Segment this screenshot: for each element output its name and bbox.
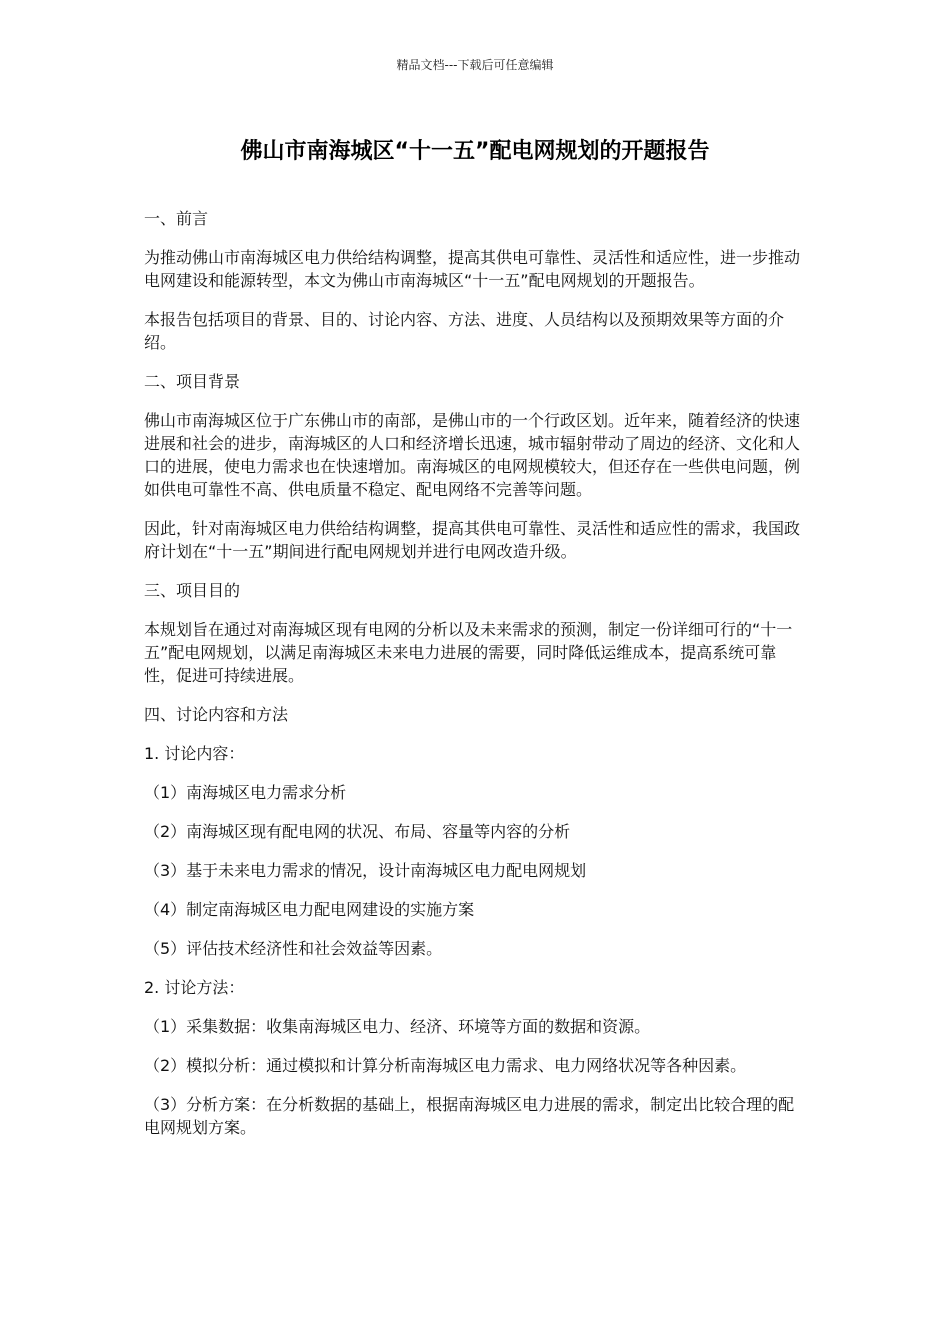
paragraph-preface-1: 为推动佛山市南海城区电力供给结构调整，提高其供电可靠性、灵活性和适应性，进一步推动电网建设和能源转型，本文为佛山市南海城区“十一五”配电网规划的开题报告。 [144, 248, 801, 290]
list-item-content-3: （3）基于未来电力需求的情况，设计南海城区电力配电网规划 [144, 861, 587, 880]
list-item-content-4: （4）制定南海城区电力配电网建设的实施方案 [144, 900, 475, 919]
list-item-method-3: （3）分析方案：在分析数据的基础上，根据南海城区电力进展的需求，制定出比较合理的配电网规划方案。 [144, 1095, 795, 1137]
section-heading-preface: 一、前言 [144, 209, 209, 228]
paragraph-purpose: 本规划旨在通过对南海城区现有电网的分析以及未来需求的预测，制定一份详细可行的“十一五”配电网规划，以满足南海城区未来电力进展的需要，同时降低运维成本，提高系统可靠性，促进可持续进展。 [144, 620, 793, 685]
subheading-content: 1. 讨论内容： [144, 744, 245, 763]
list-item-content-1: （1）南海城区电力需求分析 [144, 783, 347, 802]
document-title: 佛山市南海城区“十一五”配电网规划的开题报告 [240, 139, 710, 164]
list-item-content-5: （5）评估技术经济性和社会效益等因素。 [144, 939, 443, 958]
subheading-methods: 2. 讨论方法： [144, 978, 245, 997]
section-heading-purpose: 三、项目目的 [144, 581, 241, 600]
section-heading-background: 二、项目背景 [144, 372, 241, 391]
paragraph-background-1: 佛山市南海城区位于广东佛山市的南部，是佛山市的一个行政区划。近年来，随着经济的快速进展和社会的进步，南海城区的人口和经济增长迅速，城市辐射带动了周边的经济、文化和人口的进展，使电力需求也在快速增加。南海城区的电网规模较大，但还存在一些供电问题，例如供电可靠性不高、供电质量不稳定、配电网络不完善等问题。 [144, 411, 801, 499]
list-item-method-1: （1）采集数据：收集南海城区电力、经济、环境等方面的数据和资源。 [144, 1017, 651, 1036]
document-body [144, 207, 808, 1155]
list-item-content-2: （2）南海城区现有配电网的状况、布局、容量等内容的分析 [144, 822, 571, 841]
paragraph-background-2: 因此，针对南海城区电力供给结构调整，提高其供电可靠性、灵活性和适应性的需求，我国政府计划在“十一五”期间进行配电网规划并进行电网改造升级。 [144, 519, 801, 561]
section-heading-content-methods: 四、讨论内容和方法 [144, 705, 289, 724]
page-header-note: 精品文档---下载后可任意编辑 [396, 58, 554, 72]
list-item-method-2: （2）模拟分析：通过模拟和计算分析南海城区电力需求、电力网络状况等各种因素。 [144, 1056, 747, 1075]
paragraph-preface-2: 本报告包括项目的背景、目的、讨论内容、方法、进度、人员结构以及预期效果等方面的介绍。 [144, 310, 785, 352]
